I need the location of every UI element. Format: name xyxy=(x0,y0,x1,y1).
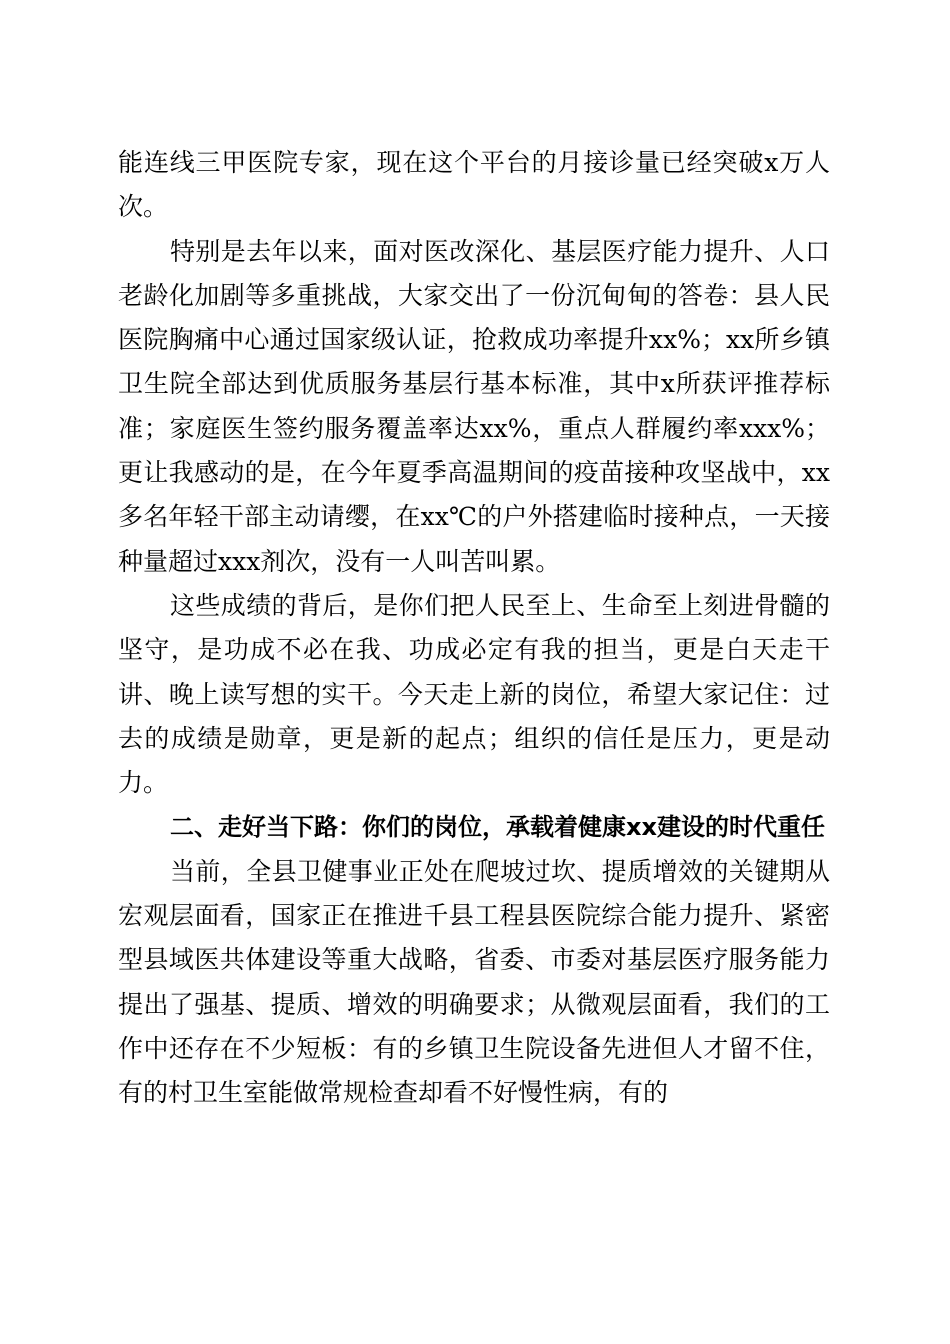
paragraph-behind-achievements: 这些成绩的背后，是你们把人民至上、生命至上刻进骨髓的坚守，是功成不必在我、功成必定有我的担当，更是白天走干讲、晚上读写想的实干。今天走上新的岗位，希望大家记住：过去的成绩是勋章，更是新的起点；组织的信任是压力，更是动力。 xyxy=(118,590,830,798)
paragraph-current-situation: 当前，全县卫健事业正处在爬坡过坎、提质增效的关键期从宏观层面看，国家正在推进千县工程县医院综合能力提升、紧密型县域医共体建设等重大战略，省委、市委对基层医疗服务能力提出了强基、提质、增效的明确要求；从微观层面看，我们的工作中还存在不少短板：有的乡镇卫生院设备先进但人才留不住，有的村卫生室能做常规检查却看不好慢性病，有的 xyxy=(118,856,830,1108)
paragraph-continuation: 能连线三甲医院专家，现在这个平台的月接诊量已经突破x万人次。 xyxy=(118,148,830,222)
document-body xyxy=(118,141,830,1116)
section-heading: 二、走好当下路：你们的岗位，承载着健康xx建设的时代重任 xyxy=(170,813,825,842)
paragraph-achievements: 特别是去年以来，面对医改深化、基层医疗能力提升、人口老龄化加剧等多重挑战，大家交出了一份沉甸甸的答卷：县人民医院胸痛中心通过国家级认证，抢救成功率提升xx%；xx所乡镇卫生院全部达到优质服务基层行基本标准，其中x所获评推荐标准；家庭医生签约服务覆盖率达xx%，重点人群履约率xxx%；更让我感动的是，在今年夏季高温期间的疫苗接种攻坚战中，xx多名年轻干部主动请缨，在xx℃的户外搭建临时接种点，一天接种量超过xxx剂次，没有一人叫苦叫累。 xyxy=(118,236,830,576)
